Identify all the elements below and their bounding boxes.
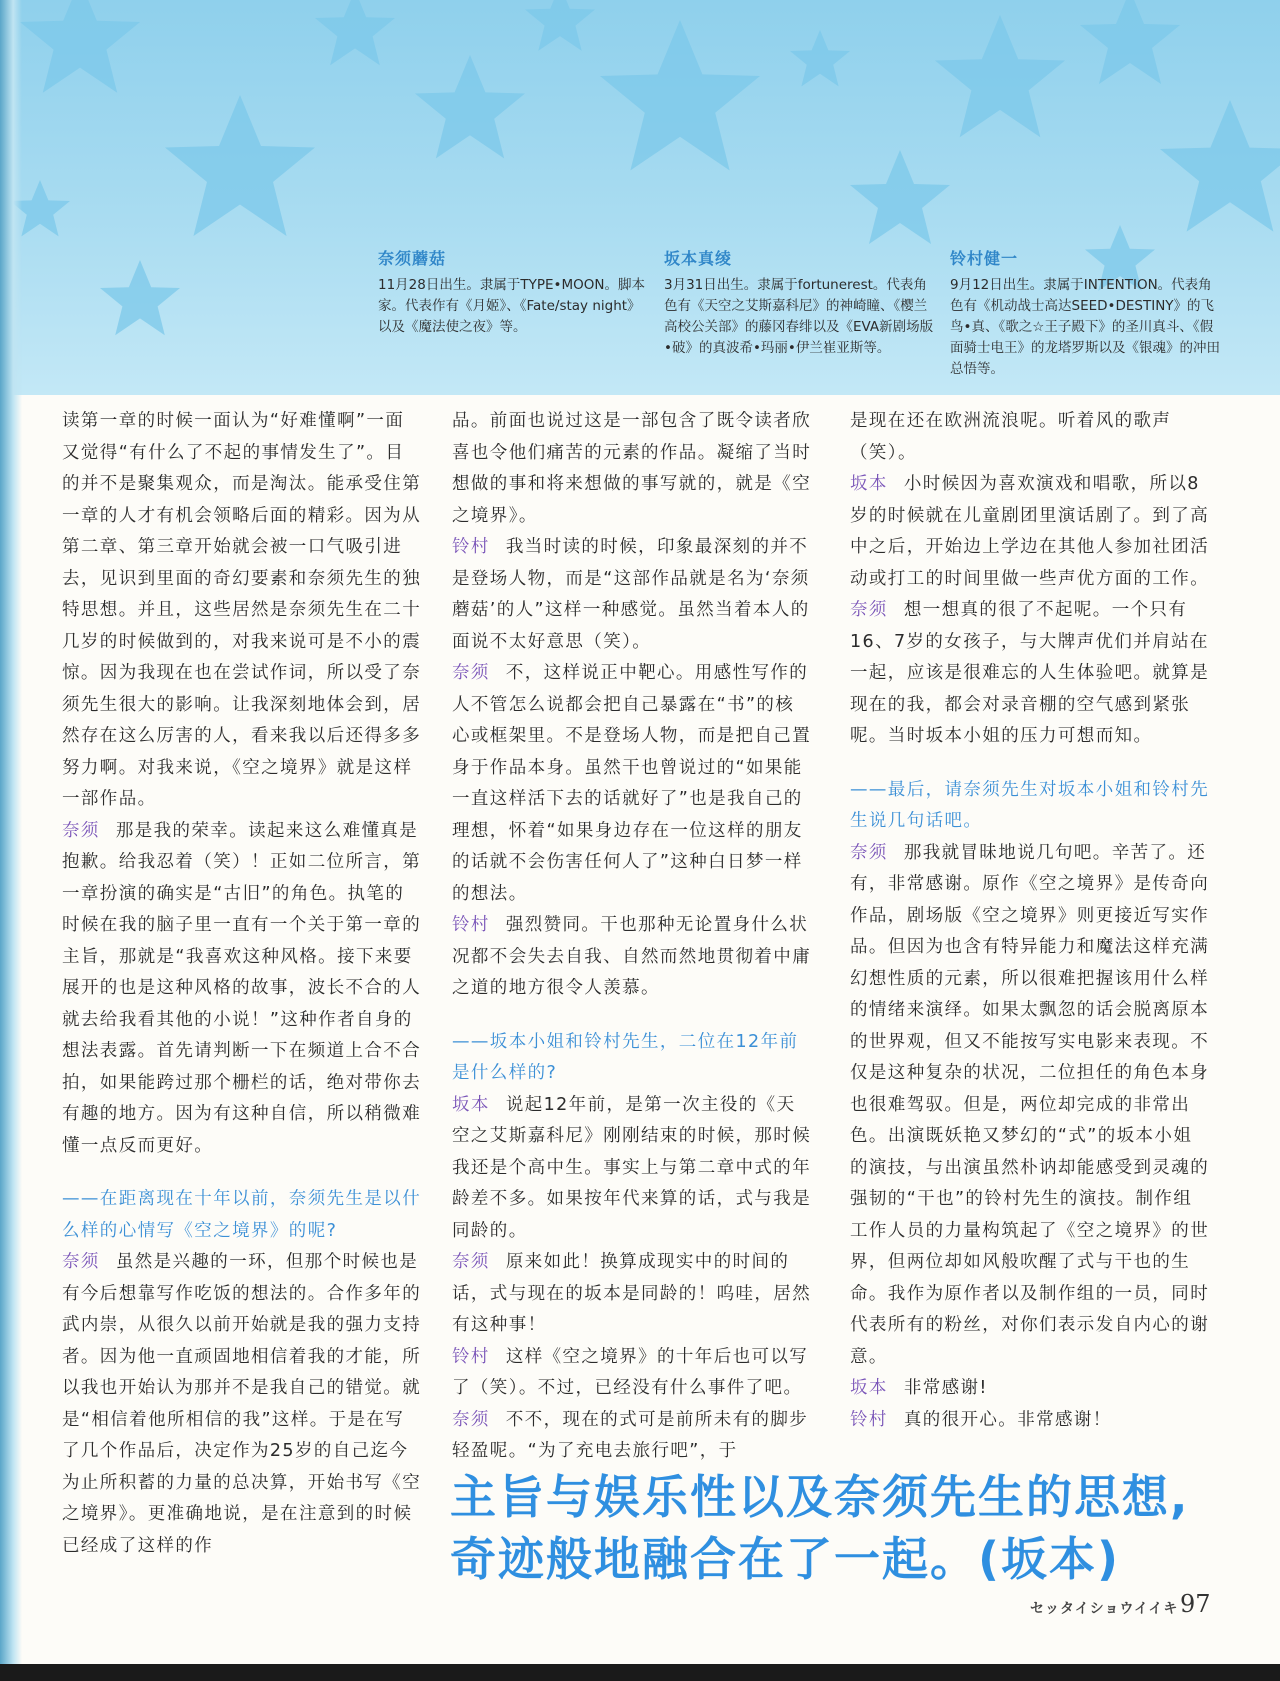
speaker-label: 奈须 <box>62 820 100 841</box>
page-number: 97 <box>1180 1590 1211 1618</box>
profile-nasu <box>378 246 648 338</box>
speaker-label: 坂本 <box>850 1378 888 1398</box>
profile-name: 奈须蘑菇 <box>378 249 447 268</box>
speech-text: 小时候因为喜欢演戏和唱歌，所以8岁的时候就在儿童剧团里演话剧了。到了高中之后，开始边上学边在其他人参加社团活动或打工的时间里做一些声优方面的工作。 <box>850 474 1210 589</box>
speech-paragraph <box>452 910 812 1005</box>
profile-suzumura <box>950 246 1220 380</box>
speaker-label: 奈须 <box>452 1409 490 1430</box>
speech-text: 这样《空之境界》的十年后也可以写了（笑）。不过，已经没有什么事件了吧。 <box>452 1346 809 1398</box>
body-paragraph: 读第一章的时候一面认为“好难懂啊”一面又觉得“有什么了不起的事情发生了”。目的并不是聚集观众，而是淘汰。能承受住第一章的人才有机会领略后面的精彩。因为从第二章、第三章开始就会被一口气吸引进去，见识到里面的奇幻要素和奈须先生的独特思想。并且，这些居然是奈须先生在二十几岁的时候做到的，对我来说可是不小的震惊。因为我现在也在尝试作词，所以受了奈须先生很大的影响。让我深刻地体会到，居然存在这么厉害的人，看来我以后还得多多努力啊。对我来说，《空之境界》就是这样一部作品。 <box>62 411 422 809</box>
header-banner <box>0 0 1280 395</box>
speech-paragraph <box>62 1247 422 1562</box>
speech-text: 不，这样说正中靶心。用感性写作的人不管怎么说都会把自己暴露在“书”的核心或框架里。不是登场人物，而是把自己置身于作品本身。虽然干也曾说过的“如果能一直这样活下去的话就好了”也是我自己的理想，怀着“如果身边存在一位这样的朋友的话就不会伤害任何人了”这种白日梦一样的想法。 <box>452 663 812 904</box>
speaker-label: 铃村 <box>452 1346 490 1367</box>
speech-text: 不不，现在的式可是前所未有的脚步轻盈呢。“为了充电去旅行吧”，于 <box>452 1409 809 1461</box>
speech-text: 我当时读的时候，印象最深刻的并不是登场人物，而是“这部作品就是名为‘奈须蘑菇’的人”这样一种感觉。虽然当着本人的面说不太好意思（笑）。 <box>452 537 810 652</box>
speech-text: 原来如此！换算成现实中的时间的话，式与现在的坂本是同龄的！呜哇，居然有这种事！ <box>452 1252 812 1335</box>
speech-paragraph <box>850 838 1210 1374</box>
speech-text: 虽然是兴趣的一环，但那个时候也是有今后想靠写作吃饭的想法的。合作多年的武内崇，从很久以前开始就是我的强力支持者。因为他一直顽固地相信着我的才能，所以我也开始认为那并不是我自己的错觉。就是“相信着他所相信的我”这样。于是在写了几个作品后，决定作为25岁的自己迄今为止所积蓄的力量的总决算，开始书写《空之境界》。更准确地说，是在注意到的时候已经成了这样的作 <box>62 1252 422 1556</box>
speech-paragraph <box>452 532 812 658</box>
interview-question: ——坂本小姐和铃村先生，二位在12年前是什么样的? <box>452 1031 799 1083</box>
speaker-label: 奈须 <box>62 1252 100 1272</box>
profile-bio: 9月12日出生。隶属于INTENTION。代表角色有《机动战士高达SEED•DESTINY》的飞鸟•真、《歌之☆王子殿下》的圣川真斗、《假面骑士电王》的龙塔罗斯以及《银魂》的冲田总悟等。 <box>950 277 1220 377</box>
speech-paragraph <box>452 1090 812 1248</box>
speaker-label: 奈须 <box>452 663 490 683</box>
profile-name: 坂本真绫 <box>664 249 733 268</box>
speech-text: 那是我的荣幸。读起来这么难懂真是抱歉。给我忍着（笑）！正如二位所言，第一章扮演的确实是“古旧”的角色。执笔的时候在我的脑子里一直有一个关于第一章的主旨，那就是“我喜欢这种风格。接下来要展开的也是这种风格的故事，波长不合的人就去给我看其他的小说！”这种作者自身的想法表露。首先请判断一下在频道上合不合拍，如果能跨过那个栅栏的话，绝对带你去有趣的地方。因为有这种自信，所以稍微难懂一点反而更好。 <box>62 820 422 1156</box>
profile-name: 铃村健一 <box>950 249 1019 268</box>
profile-bio: 11月28日出生。隶属于TYPE•MOON。脚本家。代表作有《月姬》、《Fate/stay night》以及《魔法使之夜》等。 <box>378 277 645 335</box>
speech-paragraph <box>850 1405 1210 1437</box>
speech-paragraph <box>452 1405 812 1468</box>
interview-question: ——在距离现在十年以前，奈须先生是以什么样的心情写《空之境界》的呢? <box>62 1189 422 1241</box>
binding-spine <box>0 0 22 1681</box>
speech-paragraph <box>850 1373 1210 1405</box>
text-column-right <box>850 406 1210 1436</box>
speech-text: 说起12年前，是第一次主役的《天空之艾斯嘉科尼》刚刚结束的时候，那时候我还是个高中生。事实上与第二章中式的年龄差不多。如果按年代来算的话，式与我是同龄的。 <box>452 1094 812 1241</box>
speaker-label: 奈须 <box>452 1252 490 1272</box>
speech-paragraph <box>452 1247 812 1342</box>
speech-paragraph <box>452 658 812 910</box>
speech-text: 想一想真的很了不起呢。一个只有16、7岁的女孩子，与大牌声优们并肩站在一起，应该是很难忘的人生体验吧。就算是现在的我，都会对录音棚的空气感到紧张呢。当时坂本小姐的压力可想而知。 <box>850 600 1210 746</box>
speaker-label: 铃村 <box>850 1409 888 1430</box>
footer-brand: セッタイショウイイキ <box>1030 1601 1179 1617</box>
speech-paragraph <box>62 816 422 1163</box>
speech-paragraph <box>452 1342 812 1405</box>
body-paragraph: 是现在还在欧洲流浪呢。听着风的歌声（笑）。 <box>850 411 1172 463</box>
speaker-label: 铃村 <box>452 537 490 557</box>
pull-quote-line: 主旨与娱乐性以及奈须先生的思想, <box>450 1470 1190 1524</box>
speech-paragraph <box>850 469 1210 595</box>
pull-quote-line: 奇迹般地融合在了一起。(坂本) <box>450 1532 1121 1586</box>
text-column-left <box>62 406 422 1562</box>
speaker-label: 坂本 <box>452 1094 490 1115</box>
text-column-middle <box>452 406 812 1468</box>
speaker-label: 奈须 <box>850 842 888 863</box>
interview-question: ——最后，请奈须先生对坂本小姐和铃村先生说几句话吧。 <box>850 779 1210 831</box>
speech-paragraph <box>850 595 1210 753</box>
speech-text: 强烈赞同。干也那种无论置身什么状况都不会失去自我、自然而然地贯彻着中庸之道的地方很令人羡慕。 <box>452 915 812 998</box>
profile-bio: 3月31日出生。隶属于fortunerest。代表角色有《天空之艾斯嘉科尼》的神崎瞳、《樱兰高校公关部》的藤冈春绯以及《EVA新剧场版•破》的真波希•玛丽•伊兰崔亚斯等。 <box>664 277 934 356</box>
speech-text: 真的很开心。非常感谢！ <box>903 1409 1112 1430</box>
body-paragraph: 品。前面也说过这是一部包含了既令读者欣喜也令他们痛苦的元素的作品。凝缩了当时想做的事和将来想做的事写就的，就是《空之境界》。 <box>452 411 812 526</box>
scan-edge <box>0 1664 1280 1681</box>
speech-text: 非常感谢! <box>903 1378 988 1398</box>
speaker-label: 奈须 <box>850 600 888 620</box>
pull-quote <box>450 1466 1250 1590</box>
profile-sakamoto <box>664 246 934 359</box>
speaker-label: 坂本 <box>850 474 888 494</box>
speech-text: 那我就冒昧地说几句吧。辛苦了。还有，非常感谢。原作《空之境界》是传奇向作品，剧场版《空之境界》则更接近写实作品。但因为也含有特异能力和魔法这样充满幻想性质的元素，所以很难把握该用什么样的情绪来演绎。如果太飘忽的话会脱离原本的世界观，但又不能按写实电影来表现。不仅是这种复杂的状况，二位担任的角色本身也很难驾驭。但是，两位却完成的非常出色。出演既妖艳又梦幻的“式”的坂本小姐的演技，与出演虽然朴讷却能感受到灵魂的强韧的“干也”的铃村先生的演技。制作组工作人员的力量构筑起了《空之境界》的世界，但两位却如风般吹醒了式与干也的生命。我作为原作者以及制作组的一员，同时代表所有的粉丝，对你们表示发自内心的谢意。 <box>850 842 1210 1367</box>
speaker-label: 铃村 <box>452 915 490 935</box>
